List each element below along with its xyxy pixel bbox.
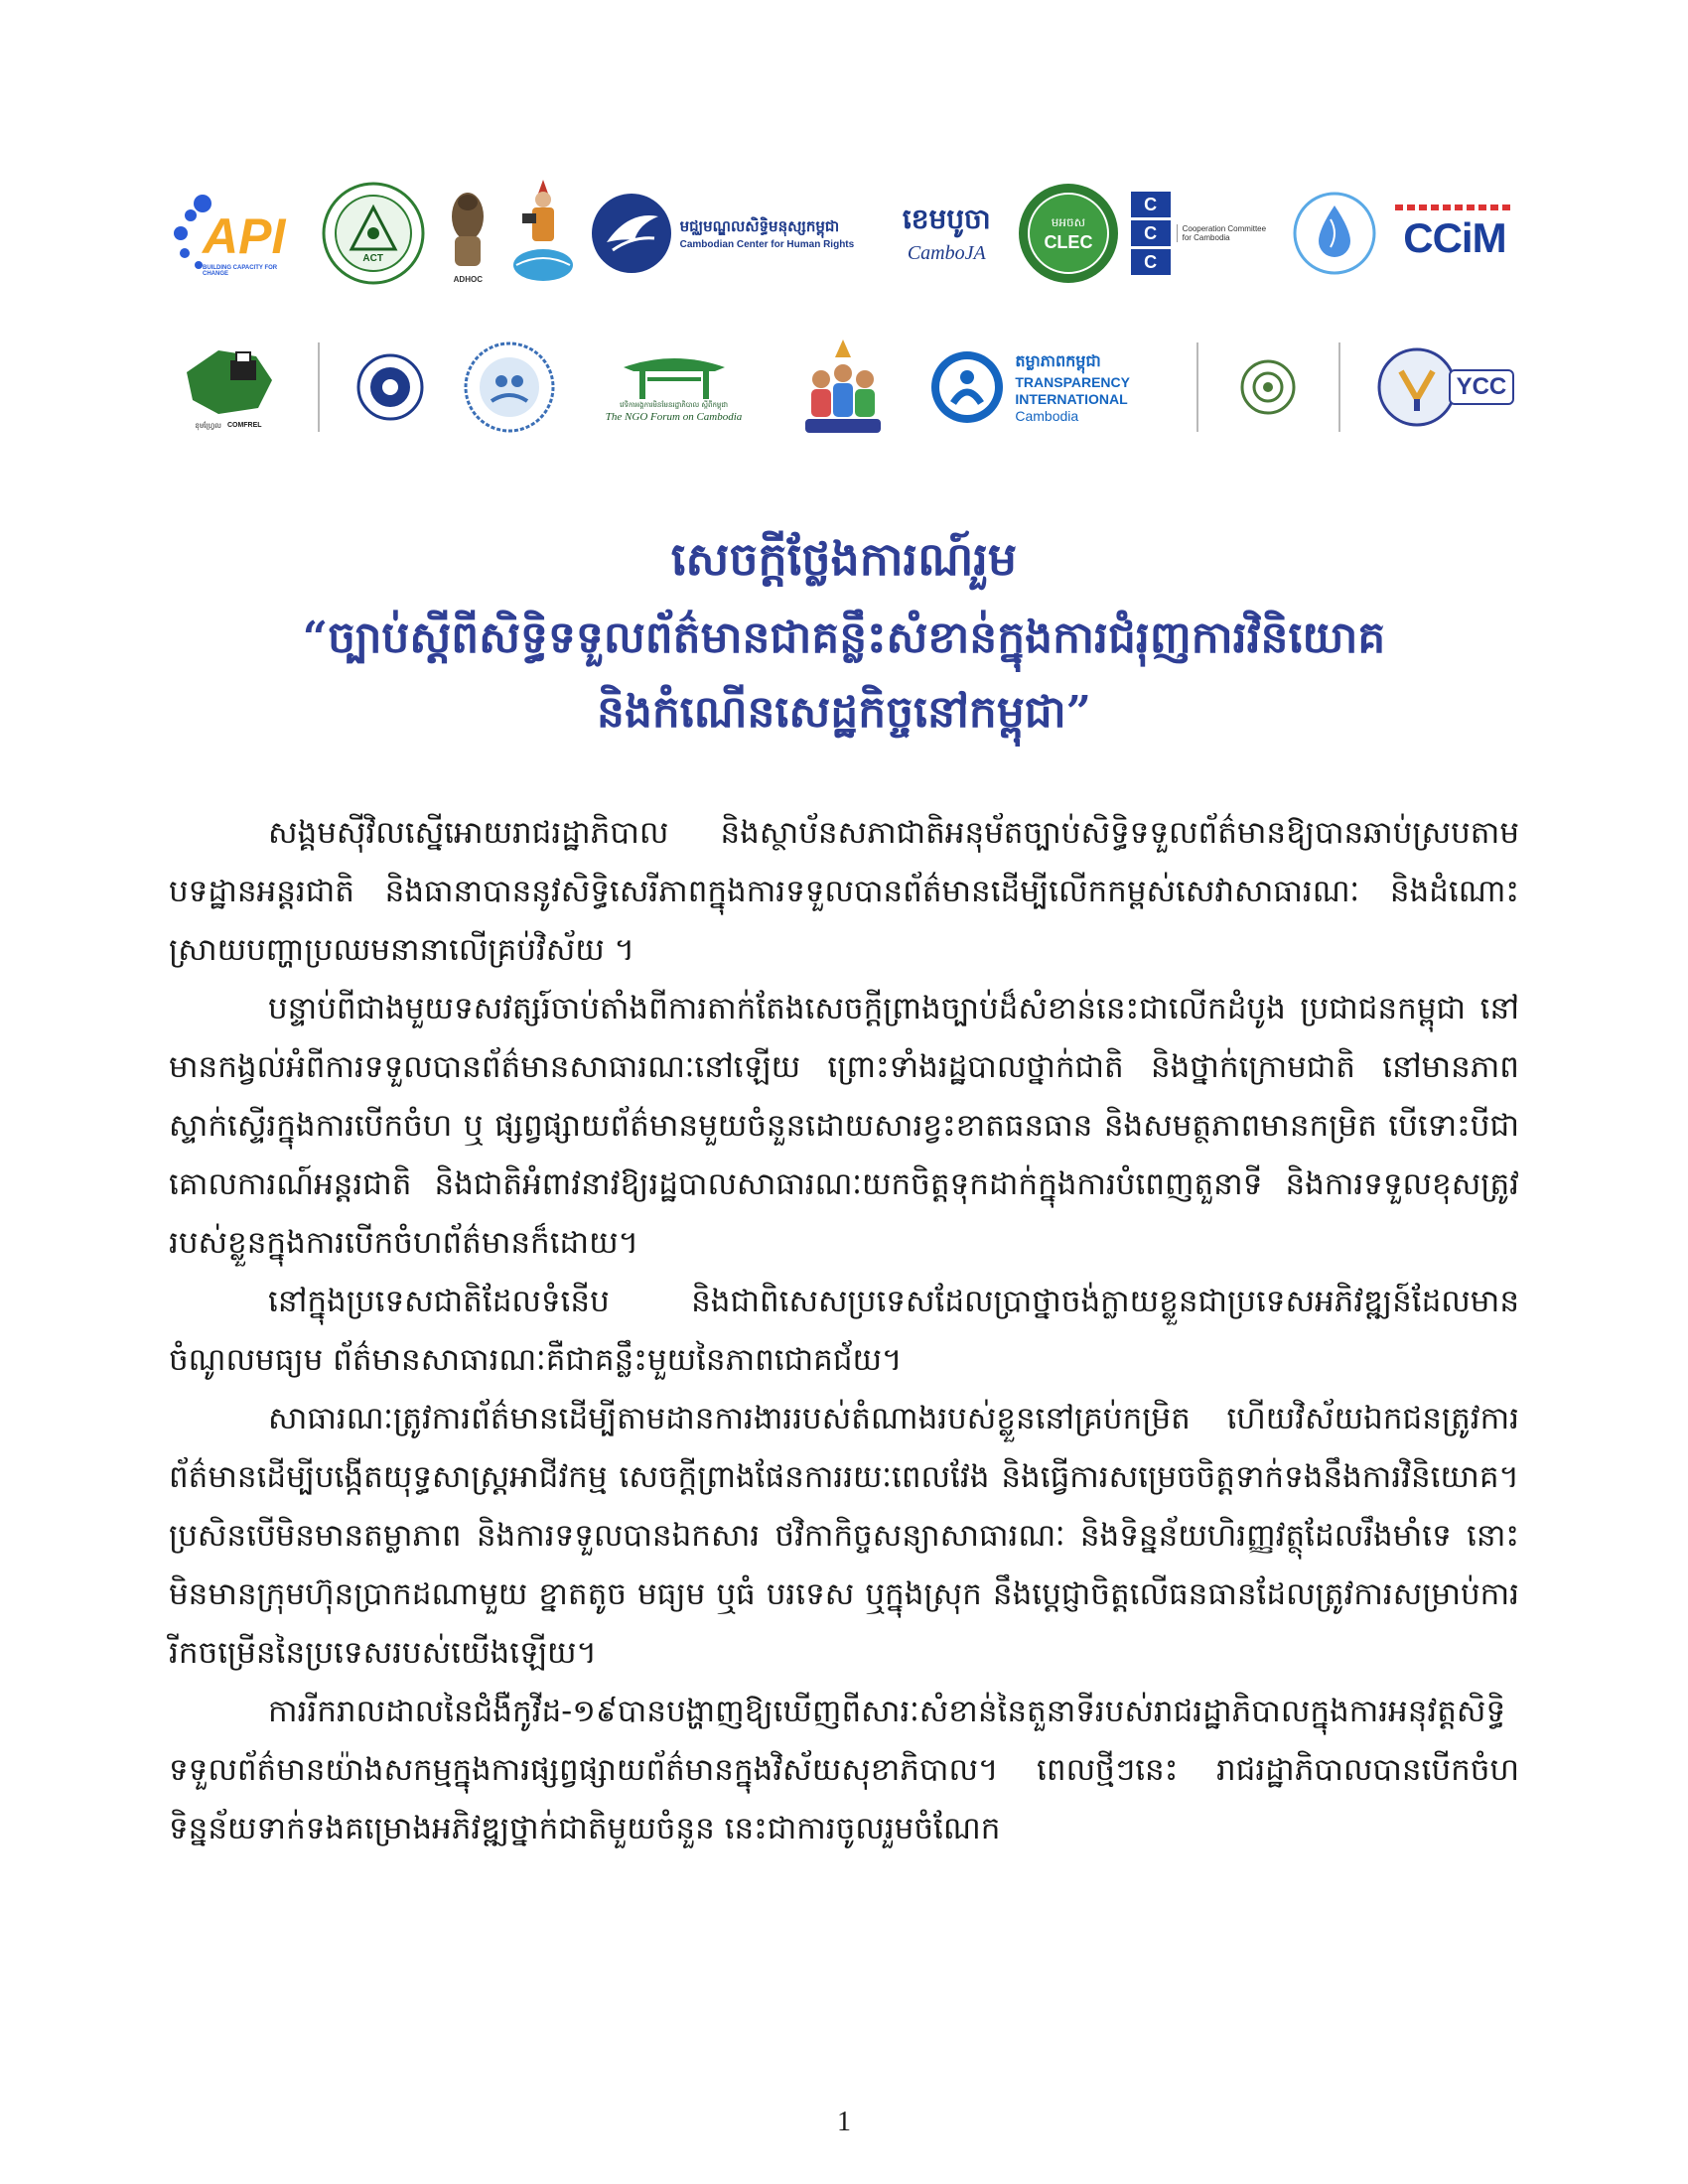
- ccc-logo: [1131, 179, 1280, 288]
- ccc-text: Cooperation Committee for Cambodia: [1177, 224, 1272, 242]
- clec-khmer-text: មអចស: [1051, 214, 1086, 229]
- ycc-logo: [1370, 338, 1519, 437]
- statement-subtitle-line-2: និងកំណើនសេដ្ឋកិច្ចនៅកម្ពុជា”: [597, 687, 1091, 738]
- comfrel-khmer-text: ខុមហ្វ្រែល: [195, 422, 221, 430]
- api-logo: [169, 174, 308, 293]
- comfrel-logo: [169, 333, 288, 442]
- act-logo: [319, 179, 428, 288]
- ccim-text: CCiM: [1403, 214, 1506, 261]
- adhoc-text: ADHOC: [453, 275, 483, 284]
- comfrel-text: COMFREL: [226, 422, 262, 429]
- api-text: API: [203, 208, 286, 264]
- journalist-figure-logo: [508, 174, 578, 293]
- ccim-top-stripe: [1395, 205, 1514, 210]
- logo-divider: [318, 342, 320, 432]
- statement-body: [169, 804, 1519, 1858]
- page-number: 1: [837, 2107, 851, 2137]
- camboja-latin-name: CamboJA: [907, 242, 986, 264]
- seal-logo: [1228, 342, 1308, 432]
- water-drop-logo: [1290, 184, 1379, 283]
- ngo-forum-name: The NGO Forum on Cambodia: [605, 411, 743, 423]
- round-seal-logo: [351, 347, 430, 427]
- cchr-logo: [589, 184, 877, 283]
- logo-row-bottom: [169, 333, 1519, 442]
- ccc-block-2: C: [1131, 220, 1171, 246]
- adhoc-logo: [438, 179, 497, 288]
- ccim-logo: [1390, 184, 1519, 283]
- camboja-khmer-name: ខេមបូចា: [902, 203, 991, 235]
- ngo-forum-khmer-name: វេទិកាអង្គការមិនមែនរដ្ឋាភិបាល ស្តីពីកម្ពុជា: [620, 401, 728, 409]
- transparency-international-logo: [927, 333, 1166, 442]
- ti-khmer-name: តម្លាភាពកម្ពុជា: [1015, 351, 1101, 370]
- logo-row-top: [169, 164, 1519, 303]
- logo-divider: [1338, 342, 1340, 432]
- api-subtext: BUILDING CAPACITY FOR CHANGE: [203, 265, 278, 277]
- body-paragraph: សាធារណៈត្រូវការព័ត៌មានដើម្បីតាមដានការងាររបស់តំណាងរបស់ខ្លួននៅគ្រប់កម្រិត ហើយវិស័យឯកជនត្រូវការព័ត៌មានដើម្បីបង្កើតយុទ្ធសាស្ត្រអាជីវកម្ម សេចក្តីព្រាងផែនការរយៈពេលវែង និងធ្វើការសម្រេចចិត្តទាក់ទងនឹងការវិនិយោគ។ ប្រសិនបើមិនមានតម្លាភាព និងការទទួលបានឯកសារ ថវិកាកិច្ចសន្យាសាធារណៈ និងទិន្នន័យហិរញ្ញវត្ថុដែលរឹងមាំទេ នោះមិនមានក្រុមហ៊ុនប្រាកដណាមួយ ខ្នាតតូច មធ្យម ឬធំ បរទេស ឬក្នុងស្រុក នឹងប្តេជ្ញាចិត្តលើធនធានដែលត្រូវការសម្រាប់ការរីកចម្រើននៃប្រទេសរបស់យើងឡើយ។: [169, 1401, 1519, 1671]
- statement-subtitle-line-1: “ច្បាប់ស្តីពីសិទ្ធិទទួលព័ត៌មានជាគន្លឹះសំខាន់ក្នុងការជំរុញការវិនិយោគ: [302, 613, 1386, 663]
- act-text: ACT: [362, 253, 383, 264]
- ycc-text: YCC: [1449, 369, 1515, 405]
- cyn-logo: [460, 338, 559, 437]
- cchr-english-name: Cambodian Center for Human Rights: [679, 238, 855, 250]
- ccc-block-1: C: [1131, 192, 1171, 217]
- logo-divider: [1196, 342, 1198, 432]
- ti-country: Cambodia: [1015, 408, 1079, 424]
- clec-logo: [1017, 182, 1120, 285]
- body-paragraph: នៅក្នុងប្រទេសជាតិដែលទំនើប និងជាពិសេសប្រទេសដែលប្រាថ្នាចង់ក្លាយខ្លួនជាប្រទេសអភិវឌ្ឍន៍ដែលមានចំណូលមធ្យម ព័ត៌មានសាធារណៈគឺជាគន្លឹះមួយនៃភាពជោគជ័យ។: [169, 1284, 1519, 1378]
- ccc-block-3: C: [1131, 249, 1171, 275]
- cchr-khmer-name: មជ្ឈមណ្ឌលសិទ្ធិមនុស្សកម្ពុជា: [679, 216, 840, 235]
- ti-name: TRANSPARENCY INTERNATIONAL: [1015, 374, 1130, 407]
- ngo-forum-logo: [590, 338, 759, 437]
- clec-text: CLEC: [1044, 231, 1093, 252]
- body-paragraph: បន្ទាប់ពីជាងមួយទសវត្សរ៍ចាប់តាំងពីការតាក់តែងសេចក្តីព្រាងច្បាប់ដ៏សំខាន់នេះជាលើកដំបូង ប្រជាជនកម្ពុជា នៅមានកង្វល់អំពីការទទួលបានព័ត៌មានសាធារណៈនៅឡើយ ព្រោះទាំងរដ្ឋបាលថ្នាក់ជាតិ និងថ្នាក់ក្រោមជាតិ នៅមានភាពស្ទាក់ស្ទើរក្នុងការបើកចំហ ឬ ផ្សព្វផ្សាយព័ត៌មានមួយចំនួនដោយសារខ្វះខាតធនធាន និងសមត្ថភាពមានកម្រិត បើទោះបីជាគោលការណ៍អន្តរជាតិ និងជាតិអំពាវនាវឱ្យរដ្ឋបាលសាធារណៈយកចិត្តទុកដាក់ក្នុងការបំពេញតួនាទី និងការទទួលខុសត្រូវរបស់ខ្លួនក្នុងការបើកចំហព័ត៌មានក៏ដោយ។: [169, 991, 1519, 1261]
- statement-title: សេចក្តីថ្លែងការណ៍រួម: [670, 532, 1018, 586]
- body-paragraph: សង្គមស៊ីវិលស្នើអោយរាជរដ្ឋាភិបាល និងស្ថាប័នសភាជាតិអនុម័តច្បាប់សិទ្ធិទទួលព័ត៌មានឱ្យបានឆាប់ស្របតាមបទដ្ឋានអន្តរជាតិ និងធានាបាននូវសិទ្ធិសេរីភាពក្នុងការទទួលបានព័ត៌មានដើម្បីលើកកម្ពស់សេវាសាធារណៈ និងដំណោះស្រាយបញ្ហាប្រឈមនានាលើគ្រប់វិស័យ ។: [169, 815, 1519, 968]
- body-paragraph: ការរីករាលដាលនៃជំងឺកូវីដ-១៩បានបង្ហាញឱ្យឃើញពីសារៈសំខាន់នៃតួនាទីរបស់រាជរដ្ឋាភិបាលក្នុងការអនុវត្តសិទ្ធិទទួលព័ត៌មានយ៉ាងសកម្មក្នុងការផ្សព្វផ្សាយព័ត៌មានក្នុងវិស័យសុខាភិបាល។ ពេលថ្មីៗនេះ រាជរដ្ឋាភិបាលបានបើកចំហទិន្នន័យទាក់ទងគម្រោងអភិវឌ្ឍថ្នាក់ជាតិមួយចំនួន នេះជាការចូលរួមចំណែក: [169, 1694, 1519, 1846]
- youth-group-logo: [788, 333, 898, 442]
- camboja-logo: [887, 184, 1006, 283]
